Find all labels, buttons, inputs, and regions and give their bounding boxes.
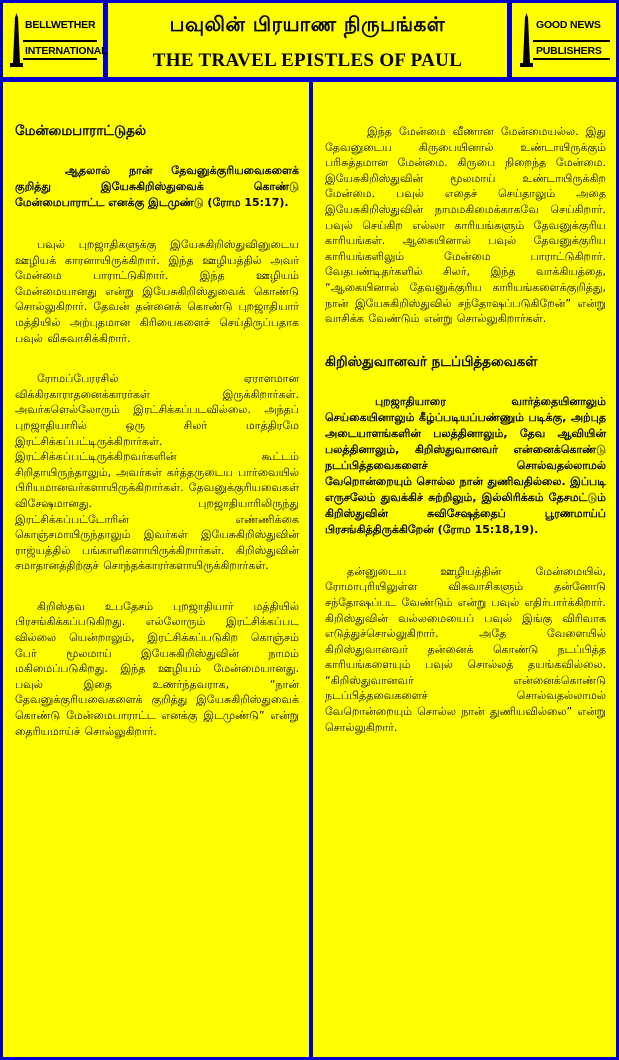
right-column [313,82,616,1057]
left-column [3,82,309,1057]
title-tamil: பவுலின் பிரயாண நிருபங்கள் [169,12,446,36]
left-logo-line2: INTERNATIONAL [25,45,108,57]
scripture-quote-rom-15-17: ஆதலால் நான் தேவனுக்குரியவைகளைக் குறித்து இயேசுகிறிஸ்துவைக் கொண்டு மேன்மைபாராட்ட எனக்கு இடமுண்டு (ரோம 15:17). [15,164,299,209]
goodnews-logo-box [512,3,616,77]
title-box [108,3,507,77]
bellwether-logo-box [3,3,108,77]
section-heading-boasting: மேன்மைபாராட்டுதல் [15,123,147,139]
left-logo-line1: BELLWETHER [25,19,96,31]
paragraph: ரோமப்பேரரசில் ஏராளமான விக்கிரகாராதனைக்காரர்கள் இருக்கிறார்கள். அவர்களெல்லோரும் இரட்சிக்கப்படவில்லை. அந்தப் புறஜாதியாரில் ஒரு சிலர் மாத்திரமே இரட்சிக்கப்பட்டிருக்கிறார்கள். இரட்சிக்கப்பட்டிருக்கிறவர்களின் கூட்டம் சிறிதாயிருந்தாலும், அவர்கள் கர்த்தருடைய பார்வையில் பிரியமானவர்களாயிருக்கிறார்கள். தேவனுக்குரியவைகள் விசேஷமானது. புறஜாதியாரிலிருந்து இரட்சிக்கப்பட்டோரின் எண்ணிக்கை கொஞ்சமாயிருந்தாலும் இவர்கள் இயேசுகிறிஸ்துவின் ராஜ்யத்தில் பங்காளிகளாயிருக்கிறார்கள். கிறிஸ்துவின் சமாதானத்திற்குச் சொந்தக்காரர்களாயிருக்கிறார்கள். [15,372,299,573]
paragraph: பவுல் புறஜாதிகளுக்கு இயேசுகிறிஸ்துவினுடைய ஊழியக் காரனாயிருக்கிறார். இந்த ஊழியத்தில் அவர் மேன்மை பாராட்டுகிறார். இந்த ஊழியம் மேன்மையானது என்று இயேசுகிறிஸ்துவைக் கொண்டு சொல்லுகிறார். தேவன் தன்னைக் கொண்டு புறஜாதியார் மத்தியில் அற்புதமான கிரியைகளைச் செய்திருப்பதாக பவுல் விசுவாசிக்கிறார். [15,238,299,345]
paragraph: இந்த மேன்மை வீணான மேன்மையல்ல. இது தேவனுடைய கிருபையினால் உண்டாயிருக்கும் பரிசுத்தமான மேன்மை. கிருபை நிறைந்த மேன்மை. இயேசுகிறிஸ்துவின் மூலமாய் உண்டாயிருக்கிற மேன்மை. பவுல் எதைச் செய்தாலும் அதை இயேசுகிறிஸ்துவின் நாமமகிமைக்காகவே செய்கிறார். பவுல் செய்கிற எல்லா காரியங்களும் தேவனுக்குரிய காரியங்கள். ஆகையினால் பவுல் தேவனுக்குரிய காரியங்களிலும் மேன்மை பாராட்டுகிறார். வேதபண்டிதர்களில் சிலர், இந்த வாக்கியத்தை, “ஆகையினால் தேவனுக்குரிய காரியங்களைக்குறித்து, நான் இயேசுகிறிஸ்துவில் சந்தோஷப்படுகிறேன்” என்று வாசிக்க வேண்டும் என்று சொல்லுகிறார்கள். [325,125,606,326]
section-heading-christ-wrought: கிறிஸ்துவானவர் நடப்பித்தவைகள் [325,353,538,370]
title-english: THE TRAVEL EPISTLES OF PAUL [152,50,463,71]
right-logo-line2: PUBLISHERS [536,45,602,57]
paragraph: தன்னுடைய ஊழியத்தின் மேன்மையில், ரோமாபுரியிலுள்ள விசுவாசிகளும் தன்னோடு சந்தோஷப்பட வேண்டும் என்று பவுல் எதிர்பார்க்கிறார். கிறிஸ்துவின் வல்லமையைப் பவுல் இங்கு விரிவாக எடுத்துச்சொல்லுகிறார். அதே வேளையில் கிறிஸ்துவானவர் தன்னைக் கொண்டு நடப்பித்த காரியங்களையும் பவுல் சொல்லத் தயங்கவில்லை. “கிறிஸ்துவானவர் என்னைக்கொண்டு நடப்பித்தவைகளைச் சொல்வதல்லாமல் வேறொன்றையும் சொல்ல நான் துணியவில்லை” என்று சொல்லுகிறார். [325,564,606,734]
scripture-quote-rom-15-18-19: புறஜாதியாரை வார்த்தையினாலும் செய்கையினாலும் கீழ்ப்படியப்பண்ணும் படிக்கு, அற்புத அடையாளங்களின் பலத்தினாலும், தேவ ஆவியின் பலத்தினாலும், கிறிஸ்துவானவர் என்னைக்கொண்டு நடப்பித்தவைகளைச் சொல்வதல்லாமல் வேறொன்றையும் சொல்ல நான் துணிவதில்லை. இப்படி எருசலேம் துவக்கிச் சுற்றிலும், இல்லிரிக்கம் தேசமட்டும் கிறிஸ்துவின் சுவிசேஷத்தைப் பூரணமாய்ப் பிரசங்கித்திருக்கிறேன் (ரோம 15:18,19). [325,394,606,536]
right-logo-line1: GOOD NEWS [536,19,601,31]
paragraph: கிறிஸ்தவ உபதேசம் புறஜாதியார் மத்தியில் பிரசங்கிக்கப்படுகிறது. எல்லோரும் இரட்சிக்கப்பட வில்லை யென்றாலும், இரட்சிக்கப்படுகிற கொஞ்சம் பேர் மூலமாய் இயேசுகிறிஸ்துவின் நாமம் மகிமைப்படுகிறது. இந்த ஊழியம் மேன்மையானது. பவுல் இதை உணர்ந்தவராக, “நான் தேவனுக்குரியவைகளைக் குறித்து இயேசுகிறிஸ்துவைக் கொண்டு மேன்மைபாராட்ட எனக்கு இடமுண்டு” என்று தைரியமாய்ச் சொல்லுகிறார். [15,599,299,738]
